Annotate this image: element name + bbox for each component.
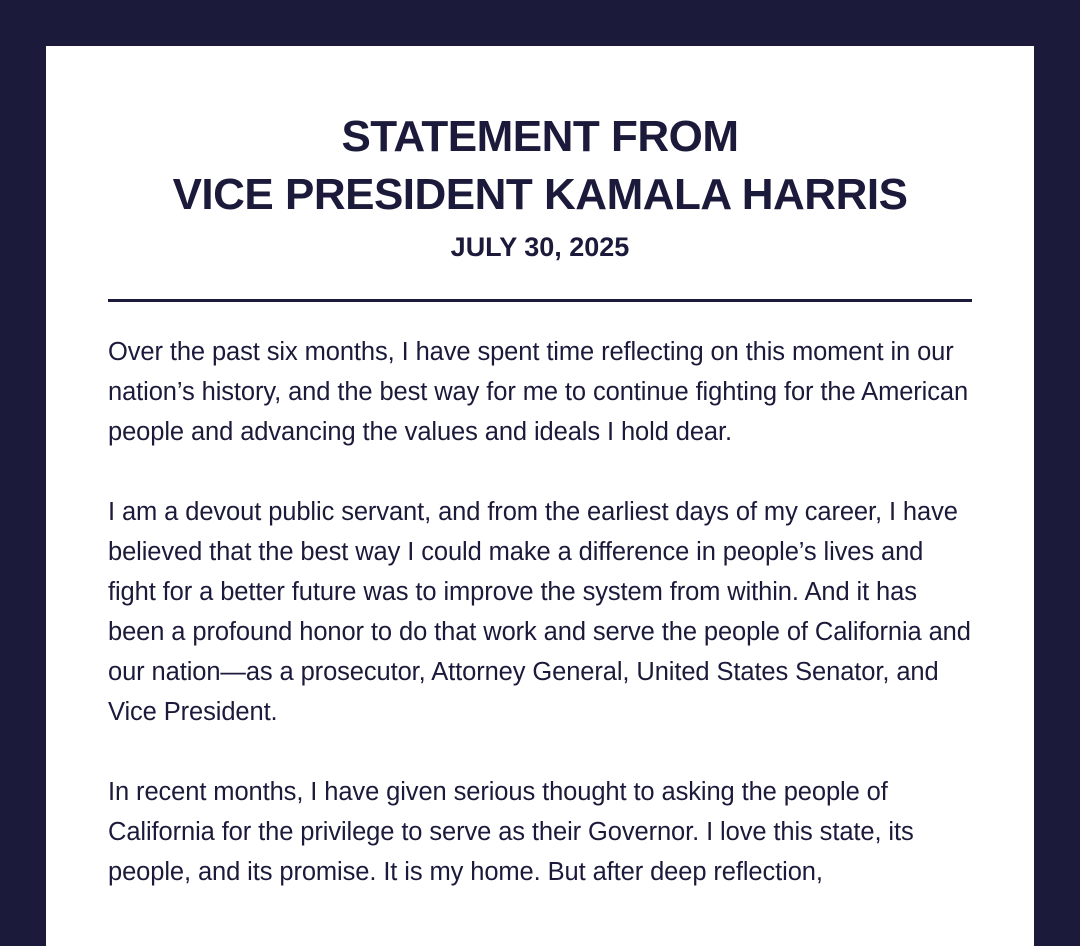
title-line-2: VICE PRESIDENT KAMALA HARRIS bbox=[172, 170, 908, 219]
statement-header bbox=[46, 46, 1034, 262]
header-divider bbox=[108, 299, 972, 302]
statement-body bbox=[108, 332, 976, 932]
paragraph-1: Over the past six months, I have spent time reflecting on this moment in our nation’s history, and the best way for me to continue fighting for the American people and advancing the values and ideals I hold dear. bbox=[108, 338, 969, 446]
paragraph-2: I am a devout public servant, and from the earliest days of my career, I have believed that the best way I could make a difference in people’s lives and fight for a better future was to improve the system from within. And it has been a profound honor to do that work and serve the people of California and our nation—as a prosecutor, Attorney General, United States Senator, and Vice President. bbox=[108, 498, 971, 726]
paragraph-3: In recent months, I have given serious thought to asking the people of California for the privilege to serve as their Governor. I love this state, its people, and its promise. It is my home. But after deep reflection, bbox=[108, 778, 914, 886]
statement-date: JULY 30, 2025 bbox=[450, 232, 630, 262]
title-line-1: STATEMENT FROM bbox=[341, 112, 739, 161]
statement-page bbox=[46, 46, 1034, 946]
